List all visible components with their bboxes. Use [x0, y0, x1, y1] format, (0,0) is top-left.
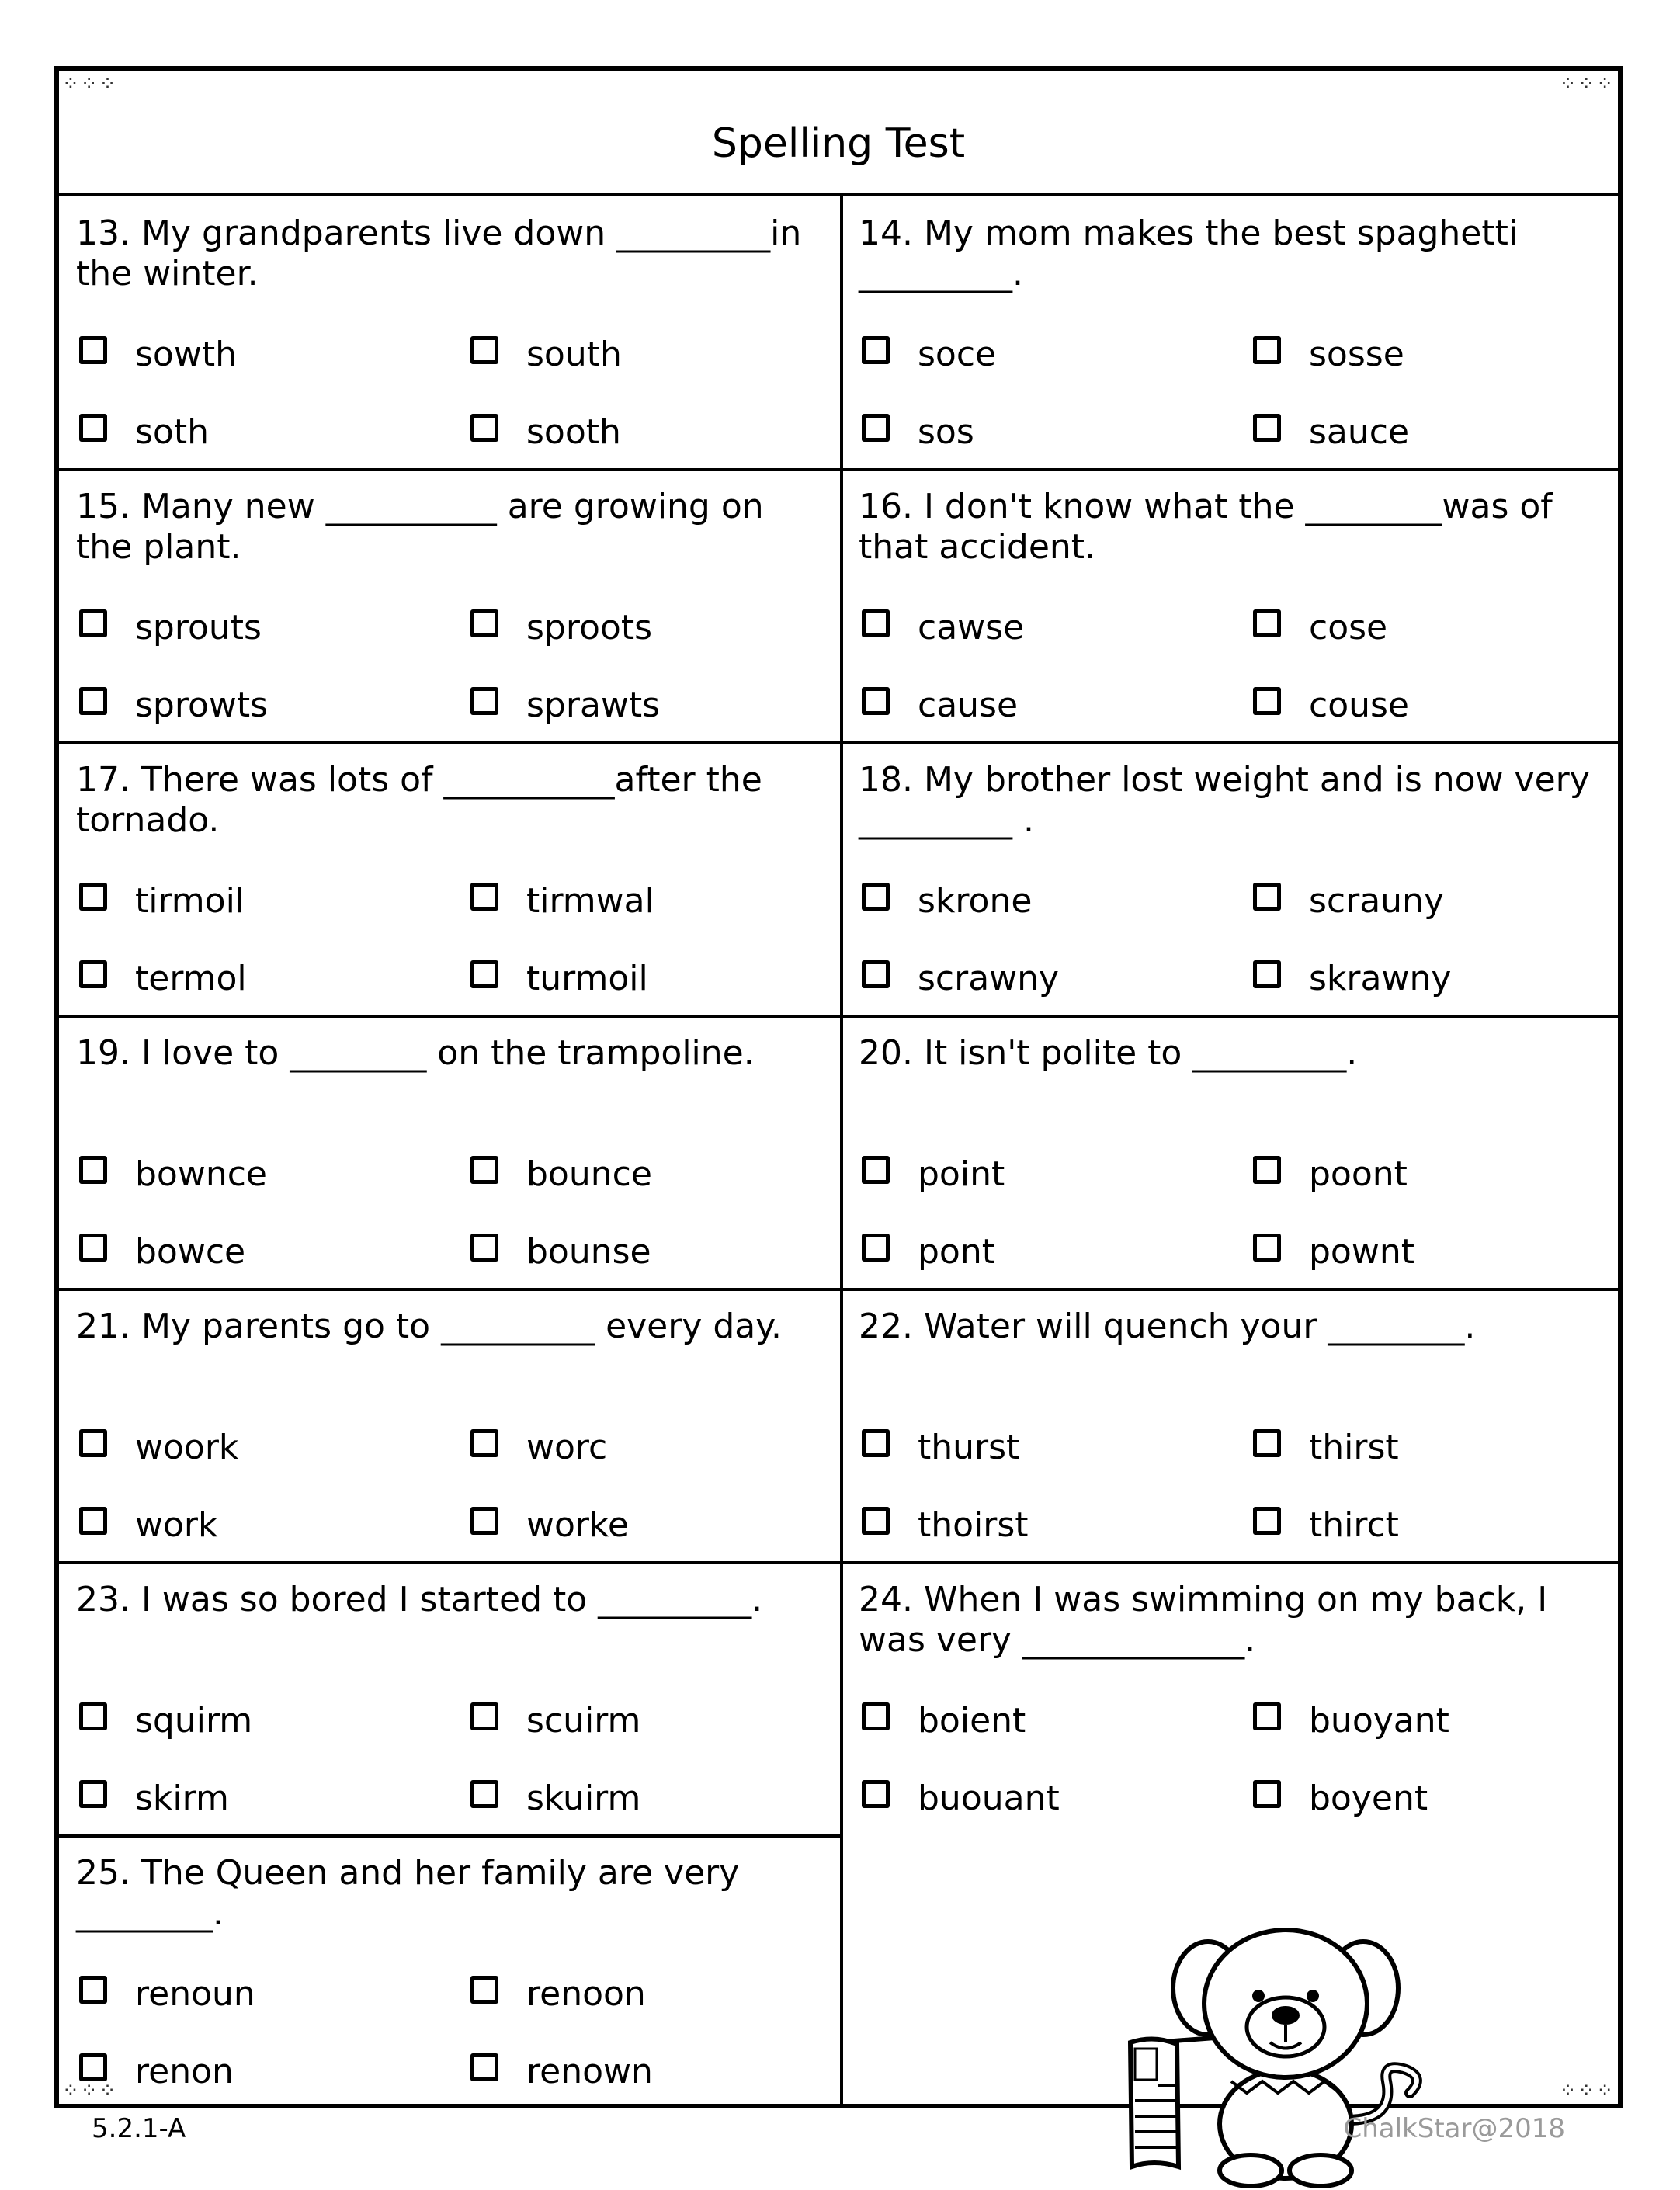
copyright-text: ChalkStar@2018 — [1343, 2113, 1565, 2144]
checkbox-icon[interactable] — [470, 687, 498, 715]
option-label: sos — [918, 412, 974, 452]
question-prompt: 22. Water will quench your ________. — [859, 1307, 1476, 1346]
question-cell — [842, 470, 1621, 743]
question-prompt: 21. My parents go to _________ every day. — [76, 1307, 783, 1346]
checkbox-icon[interactable] — [470, 1156, 498, 1184]
question-cell — [842, 196, 1621, 470]
checkbox-icon[interactable] — [79, 1702, 107, 1730]
page-title: Spelling Test — [59, 71, 1618, 196]
checkbox-icon[interactable] — [862, 1702, 890, 1730]
answer-option[interactable] — [470, 1505, 629, 1545]
question-prompt: 13. My grandparents live down _________in the winter. — [76, 213, 802, 293]
answer-option[interactable] — [79, 881, 245, 921]
checkbox-icon[interactable] — [470, 1702, 498, 1730]
corner-dots: ⁘⁘⁘ — [62, 2079, 118, 2102]
option-label: sosse — [1309, 335, 1404, 374]
checkbox-icon[interactable] — [79, 336, 107, 364]
question-cell — [842, 1016, 1621, 1289]
answer-option[interactable] — [79, 1232, 245, 1272]
question-prompt: 16. I don't know what the ________was of that accident. — [859, 487, 1553, 567]
answer-option[interactable] — [470, 881, 654, 921]
question-prompt: 19. I love to ________ on the trampoline. — [76, 1033, 755, 1073]
checkbox-icon[interactable] — [862, 1429, 890, 1457]
row-divider — [59, 1834, 842, 1838]
checkbox-icon[interactable] — [862, 414, 890, 442]
option-label: scuirm — [526, 1701, 641, 1741]
option-label: pownt — [1309, 1232, 1414, 1272]
answer-option[interactable] — [862, 608, 1024, 647]
checkbox-icon[interactable] — [862, 883, 890, 911]
option-label: skrone — [918, 881, 1033, 921]
checkbox-icon[interactable] — [79, 1156, 107, 1184]
option-label: skirm — [135, 1779, 229, 1818]
answer-option[interactable] — [1253, 1779, 1428, 1818]
answer-option[interactable] — [1253, 1428, 1399, 1467]
option-label: renoun — [135, 1974, 255, 2014]
answer-option[interactable] — [470, 1154, 652, 1194]
question-prompt: 14. My mom makes the best spaghetti _________. — [859, 213, 1519, 293]
question-prompt: 17. There was lots of __________after the tornado. — [76, 760, 762, 840]
answer-option[interactable] — [862, 335, 996, 374]
answer-option[interactable] — [470, 685, 660, 725]
checkbox-icon[interactable] — [470, 1234, 498, 1262]
option-label: sauce — [1309, 412, 1410, 452]
checkbox-icon[interactable] — [862, 1780, 890, 1808]
checkbox-icon[interactable] — [79, 687, 107, 715]
checkbox-icon[interactable] — [862, 1234, 890, 1262]
answer-option[interactable] — [470, 2052, 653, 2091]
answer-option[interactable] — [79, 1505, 217, 1545]
row-divider — [59, 468, 1618, 471]
option-label: bounse — [526, 1232, 651, 1272]
answer-option[interactable] — [470, 1974, 646, 2014]
checkbox-icon[interactable] — [1253, 1507, 1281, 1535]
checkbox-icon[interactable] — [1253, 336, 1281, 364]
answer-option[interactable] — [79, 2052, 234, 2091]
option-label: cawse — [918, 608, 1025, 647]
option-label: south — [526, 335, 622, 374]
question-cell — [59, 470, 840, 743]
answer-option[interactable] — [1253, 335, 1404, 374]
checkbox-icon[interactable] — [79, 1780, 107, 1808]
option-label: boient — [918, 1701, 1026, 1741]
option-label: bowce — [135, 1232, 246, 1272]
option-label: cause — [918, 685, 1019, 725]
answer-option[interactable] — [470, 959, 648, 998]
option-label: bounce — [526, 1154, 652, 1194]
answer-option[interactable] — [79, 1428, 238, 1467]
answer-option[interactable] — [79, 1974, 255, 2014]
option-label: tirmoil — [135, 881, 245, 921]
checkbox-icon[interactable] — [1253, 1429, 1281, 1457]
checkbox-icon[interactable] — [470, 1780, 498, 1808]
question-prompt: 25. The Queen and her family are very ________. — [76, 1853, 740, 1933]
checkbox-icon[interactable] — [470, 414, 498, 442]
question-cell — [842, 1289, 1621, 1563]
question-prompt: 24. When I was swimming on my back, I was very _____________. — [859, 1580, 1548, 1660]
answer-option[interactable] — [470, 1232, 651, 1272]
row-divider — [59, 741, 1618, 744]
question-cell — [59, 743, 840, 1016]
answer-option[interactable] — [862, 1505, 1029, 1545]
answer-option[interactable] — [79, 335, 237, 374]
option-label: point — [918, 1154, 1005, 1194]
checkbox-icon[interactable] — [470, 336, 498, 364]
checkbox-icon[interactable] — [1253, 1780, 1281, 1808]
checkbox-icon[interactable] — [862, 336, 890, 364]
option-label: squirm — [135, 1701, 253, 1741]
option-label: scrawny — [918, 959, 1060, 998]
answer-option[interactable] — [79, 1154, 267, 1194]
row-divider — [59, 1015, 1618, 1018]
answer-option[interactable] — [1253, 1232, 1414, 1272]
question-cell — [842, 1563, 1621, 1836]
test-code: 5.2.1-A — [92, 2113, 186, 2144]
option-label: turmoil — [526, 959, 648, 998]
answer-option[interactable] — [79, 608, 262, 647]
option-label: renown — [526, 2052, 653, 2091]
checkbox-icon[interactable] — [862, 609, 890, 637]
answer-option[interactable] — [862, 1154, 1005, 1194]
option-label: sprawts — [526, 685, 661, 725]
answer-option[interactable] — [1253, 1505, 1399, 1545]
checkbox-icon[interactable] — [1253, 1156, 1281, 1184]
option-label: thirst — [1309, 1428, 1399, 1467]
checkbox-icon[interactable] — [79, 1429, 107, 1457]
option-label: pont — [918, 1232, 995, 1272]
option-label: sproots — [526, 608, 652, 647]
option-label: poont — [1309, 1154, 1408, 1194]
question-prompt: 20. It isn't polite to _________. — [859, 1033, 1358, 1073]
option-label: woork — [135, 1428, 239, 1467]
checkbox-icon[interactable] — [79, 609, 107, 637]
option-label: soce — [918, 335, 997, 374]
option-label: cose — [1309, 608, 1388, 647]
question-cell — [59, 196, 840, 470]
question-cell — [59, 1836, 840, 2109]
option-label: thurst — [918, 1428, 1020, 1467]
corner-dots: ⁘⁘⁘ — [1559, 2079, 1615, 2102]
option-label: skrawny — [1309, 959, 1452, 998]
checkbox-icon[interactable] — [470, 1976, 498, 2004]
corner-dots: ⁘⁘⁘ — [1559, 72, 1615, 95]
answer-option[interactable] — [1253, 608, 1387, 647]
answer-option[interactable] — [862, 1232, 995, 1272]
answer-option[interactable] — [862, 412, 974, 452]
checkbox-icon[interactable] — [79, 1976, 107, 2004]
checkbox-icon[interactable] — [1253, 1702, 1281, 1730]
option-label: worc — [526, 1428, 608, 1467]
answer-option[interactable] — [1253, 1154, 1408, 1194]
checkbox-icon[interactable] — [79, 414, 107, 442]
option-label: soth — [135, 412, 209, 452]
checkbox-icon[interactable] — [862, 687, 890, 715]
option-label: sowth — [135, 335, 237, 374]
checkbox-icon[interactable] — [862, 1156, 890, 1184]
question-prompt: 15. Many new __________ are growing on the plant. — [76, 487, 764, 567]
answer-option[interactable] — [470, 1701, 640, 1741]
checkbox-icon[interactable] — [1253, 687, 1281, 715]
answer-option[interactable] — [1253, 959, 1451, 998]
question-cell — [59, 1563, 840, 1836]
answer-option[interactable] — [862, 1428, 1019, 1467]
checkbox-icon[interactable] — [1253, 1234, 1281, 1262]
checkbox-icon[interactable] — [470, 2053, 498, 2081]
option-label: thoirst — [918, 1505, 1029, 1545]
dog-with-flag-illustration — [1115, 1926, 1472, 2190]
answer-option[interactable] — [862, 959, 1059, 998]
answer-option[interactable] — [79, 685, 268, 725]
test-frame — [54, 66, 1623, 2108]
answer-option[interactable] — [470, 412, 621, 452]
corner-dots: ⁘⁘⁘ — [62, 72, 118, 95]
option-label: scrauny — [1309, 881, 1444, 921]
option-label: skuirm — [526, 1779, 641, 1818]
option-label: worke — [526, 1505, 629, 1545]
question-prompt: 23. I was so bored I started to _________. — [76, 1580, 763, 1619]
checkbox-icon[interactable] — [470, 883, 498, 911]
checkbox-icon[interactable] — [79, 1507, 107, 1535]
checkbox-icon[interactable] — [862, 1507, 890, 1535]
answer-option[interactable] — [862, 1701, 1026, 1741]
answer-option[interactable] — [862, 685, 1018, 725]
question-prompt: 18. My brother lost weight and is now very _________ . — [859, 760, 1590, 840]
option-label: work — [135, 1505, 218, 1545]
option-label: renoon — [526, 1974, 646, 2014]
flag-icon — [1130, 2039, 1178, 2167]
row-divider — [59, 1288, 1618, 1291]
checkbox-icon[interactable] — [79, 960, 107, 988]
answer-option[interactable] — [862, 1779, 1060, 1818]
question-cell — [59, 1289, 840, 1563]
checkbox-icon[interactable] — [1253, 414, 1281, 442]
answer-option[interactable] — [470, 608, 652, 647]
checkbox-icon[interactable] — [862, 960, 890, 988]
answer-option[interactable] — [79, 959, 247, 998]
option-label: sooth — [526, 412, 621, 452]
option-label: termol — [135, 959, 247, 998]
answer-option[interactable] — [1253, 685, 1409, 725]
question-cell — [59, 1016, 840, 1289]
row-divider — [59, 1561, 1618, 1564]
option-label: bownce — [135, 1154, 267, 1194]
option-label: tirmwal — [526, 881, 654, 921]
answer-option[interactable] — [470, 1779, 640, 1818]
checkbox-icon[interactable] — [79, 883, 107, 911]
checkbox-icon[interactable] — [1253, 960, 1281, 988]
option-label: sprouts — [135, 608, 262, 647]
option-label: buouant — [918, 1779, 1060, 1818]
option-label: thirct — [1309, 1505, 1399, 1545]
answer-option[interactable] — [862, 881, 1032, 921]
option-label: buoyant — [1309, 1701, 1449, 1741]
checkbox-icon[interactable] — [79, 2053, 107, 2081]
checkbox-icon[interactable] — [470, 609, 498, 637]
question-cell — [842, 743, 1621, 1016]
answer-option[interactable] — [470, 1428, 607, 1467]
checkbox-icon[interactable] — [470, 1507, 498, 1535]
answer-option[interactable] — [79, 1701, 252, 1741]
option-label: boyent — [1309, 1779, 1428, 1818]
answer-option[interactable] — [470, 335, 622, 374]
answer-option[interactable] — [79, 1779, 229, 1818]
checkbox-icon[interactable] — [1253, 883, 1281, 911]
checkbox-icon[interactable] — [470, 1429, 498, 1457]
checkbox-icon[interactable] — [79, 1234, 107, 1262]
checkbox-icon[interactable] — [1253, 609, 1281, 637]
option-label: sprowts — [135, 685, 269, 725]
answer-option[interactable] — [1253, 881, 1444, 921]
option-label: renon — [135, 2052, 234, 2091]
checkbox-icon[interactable] — [470, 960, 498, 988]
answer-option[interactable] — [79, 412, 209, 452]
answer-option[interactable] — [1253, 1701, 1449, 1741]
option-label: couse — [1309, 685, 1409, 725]
answer-option[interactable] — [1253, 412, 1409, 452]
